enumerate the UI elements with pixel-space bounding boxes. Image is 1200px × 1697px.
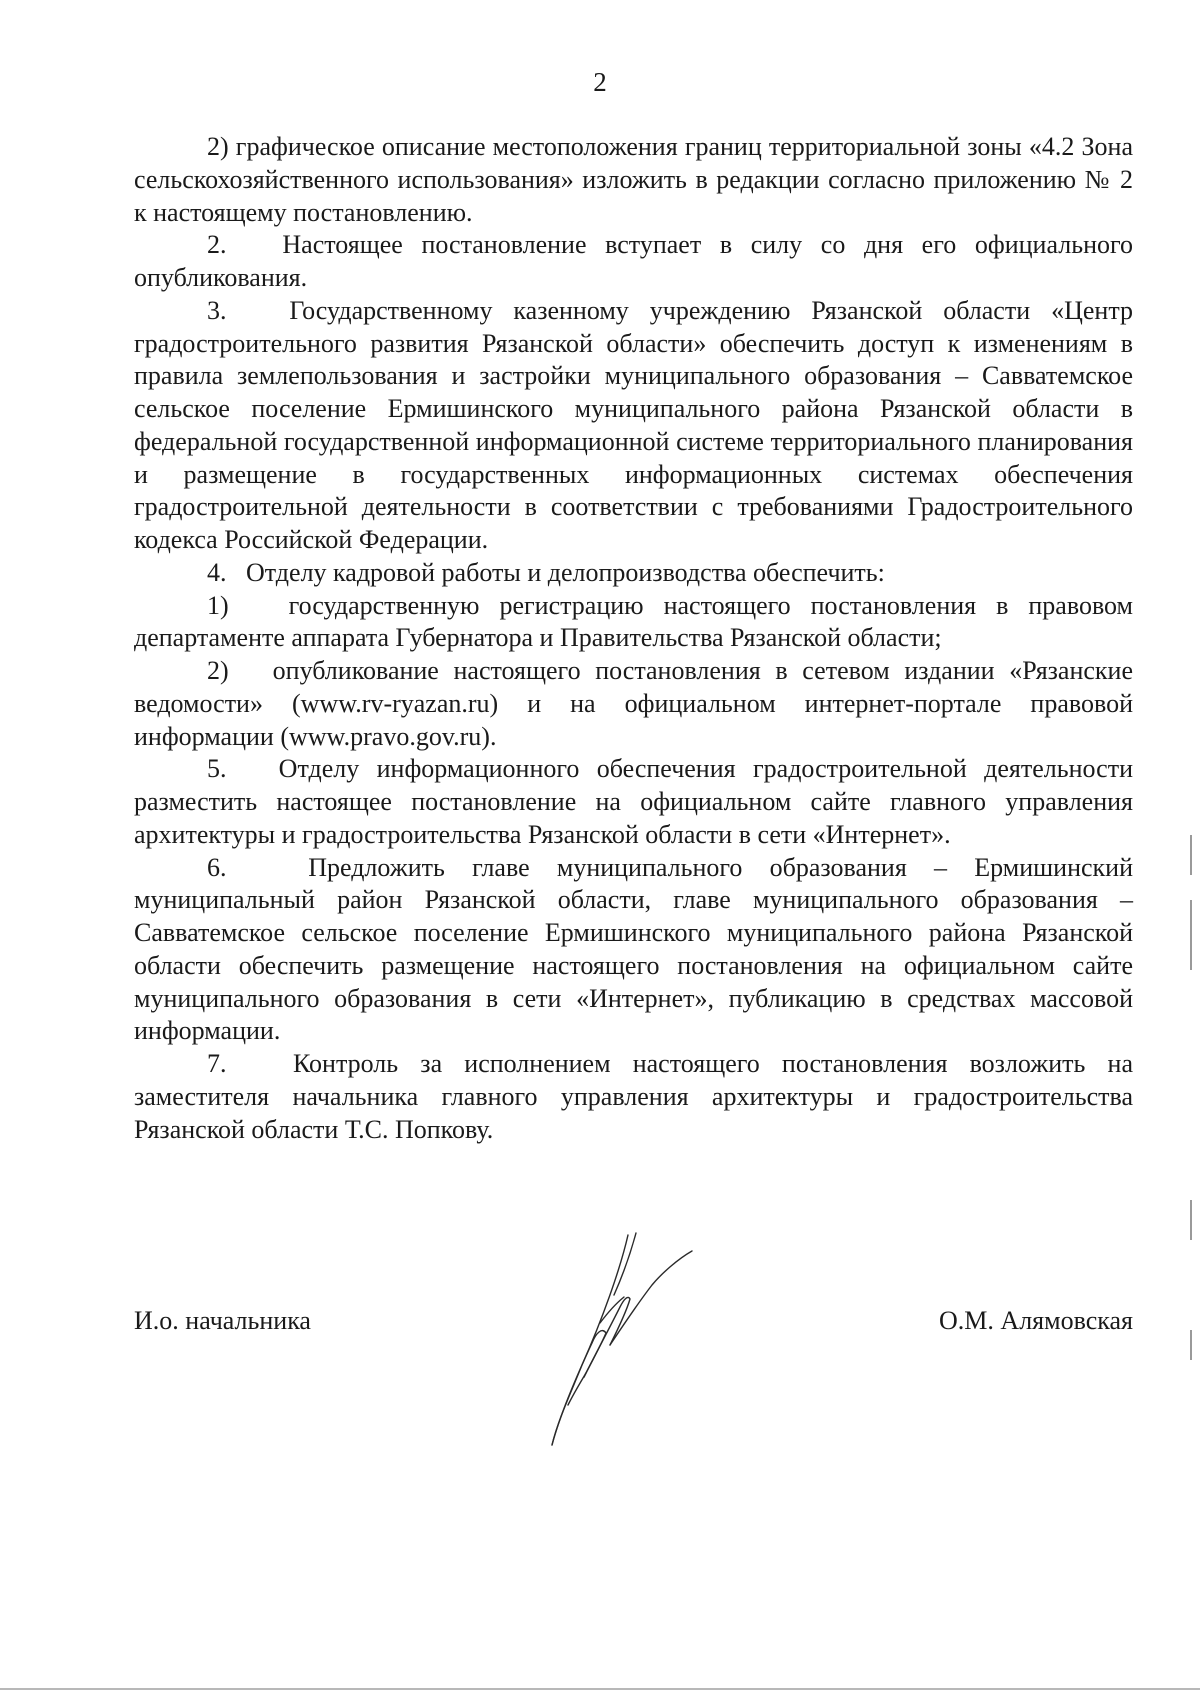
scan-margin-mark [1190,835,1192,875]
paragraph-point-3: 3. Государственному казенному учреждению Рязанской области «Центр градостроительного развития Рязанской области» обеспечить доступ к изменениям в правила землепользования и застройки муниципального образования – Савватемское сельское поселение Ермишинского муниципального района Рязанской области в федеральной государственной информационной системе территориального планирования и размещение в государственных информационных системах обеспечения градостроительной деятельности в соответствии с требованиями Градостроительного кодекса Российской Федерации. [134,295,1133,554]
scan-margin-mark [1190,1200,1192,1240]
paragraph-item-2-graphic-description: 2) графическое описание местоположения границ территориальной зоны «4.2 Зона сельскохозяйственного использования» изложить в редакции согласно приложению № 2 к настоящему постановлению. [134,132,1133,227]
scan-margin-mark [1190,1330,1192,1360]
signer-position: И.о. начальника [134,1306,311,1335]
paragraph-point-4-subitem-2: 2) опубликование настоящего постановления в сетевом издании «Рязанские ведомости» (www.rv-ryazan.ru) и на официальном интернет-портале правовой информации (www.pravo.gov.ru). [134,656,1133,751]
handwritten-signature [540,1215,740,1455]
paragraph-point-4-subitem-1: 1) государственную регистрацию настоящего постановления в правовом департаменте аппарата Губернатора и Правительства Рязанской области; [134,590,1133,653]
signer-name: О.М. Алямовская [939,1306,1133,1335]
paragraph-point-5: 5. Отделу информационного обеспечения градостроительной деятельности разместить настоящее постановление на официальном сайте главного управления архитектуры и градостроительства Рязанской области в сети «Интернет». [134,754,1133,849]
paragraph-point-4: 4. Отделу кадровой работы и делопроизводства обеспечить: [207,557,885,587]
scan-margin-mark [1190,900,1192,970]
page-number: 2 [593,67,607,97]
paragraph-point-6: 6. Предложить главе муниципального образования – Ермишинский муниципальный район Рязанской области, главе муниципального образования – Савватемское сельское поселение Ермишинского муниципального района Рязанской области обеспечить размещение настоящего постановления на официальном сайте муниципального образования в сети «Интернет», публикацию в средствах массовой информации. [134,852,1133,1046]
scan-bottom-edge [0,1688,1200,1690]
document-body [134,131,1133,1146]
paragraph-point-2: 2. Настоящее постановление вступает в силу со дня его официального опубликования. [134,230,1133,292]
paragraph-point-7: 7. Контроль за исполнением настоящего постановления возложить на заместителя начальника главного управления архитектуры и градостроительства Рязанской области Т.С. Попкову. [134,1049,1133,1144]
